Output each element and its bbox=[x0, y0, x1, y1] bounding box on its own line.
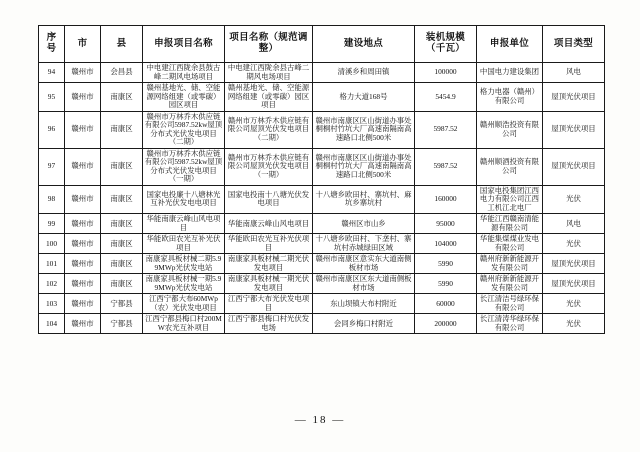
cell-capacity: 5987.52 bbox=[415, 148, 477, 185]
cell-declaring-unit: 赣州府新新能源开发有限公司 bbox=[477, 274, 543, 294]
cell-capacity: 200000 bbox=[415, 314, 477, 334]
cell-project-type: 风电 bbox=[543, 214, 605, 234]
table-row bbox=[39, 185, 605, 214]
table-row bbox=[39, 274, 605, 294]
cell-city: 赣州市 bbox=[65, 314, 101, 334]
cell-capacity: 5987.52 bbox=[415, 111, 477, 148]
table-row bbox=[39, 314, 605, 334]
cell-construction-site: 清溪乡和周田镇 bbox=[313, 63, 415, 83]
cell-construction-site: 赣州市南康区区山街道办事处桐桐村竹坑大厂高速南隔南高速路口北侧500米 bbox=[313, 148, 415, 185]
cell-capacity: 60000 bbox=[415, 294, 477, 314]
header-county: 县 bbox=[101, 26, 143, 63]
cell-declaring-unit: 华能集煤煤业发电有限公司 bbox=[477, 234, 543, 254]
cell-city: 赣州市 bbox=[65, 111, 101, 148]
cell-serial-no: 94 bbox=[39, 63, 65, 83]
cell-declared-project-name: 国家电投廉十八塘林光互补光伏发电电项目 bbox=[143, 185, 225, 214]
header-construction-site: 建设地点 bbox=[313, 26, 415, 63]
cell-serial-no: 100 bbox=[39, 234, 65, 254]
cell-project-name-adjusted: 赣州市万林乔木供应链有限公司屋顶光伏发电项目（二期） bbox=[225, 111, 313, 148]
cell-project-name-adjusted: 南康家具板材械二期光伏发电项目 bbox=[225, 254, 313, 274]
table-row bbox=[39, 63, 605, 83]
table-row bbox=[39, 111, 605, 148]
page-number: — 18 — bbox=[294, 414, 346, 426]
header-capacity: 装机规模 （千瓦） bbox=[415, 26, 477, 63]
project-table-container bbox=[38, 25, 604, 334]
cell-declared-project-name: 南康家具板材械一期5.99MWp光伏发电站 bbox=[143, 274, 225, 294]
header-project-type: 项目类型 bbox=[543, 26, 605, 63]
cell-city: 赣州市 bbox=[65, 234, 101, 254]
cell-city: 赣州市 bbox=[65, 274, 101, 294]
cell-city: 赣州市 bbox=[65, 63, 101, 83]
cell-construction-site: 赣州市南康区区东大道南侧板材市场 bbox=[313, 274, 415, 294]
cell-city: 赣州市 bbox=[65, 214, 101, 234]
cell-capacity: 5990 bbox=[415, 254, 477, 274]
cell-declared-project-name: 赣州基地光、储、空能源网络组建（或零碳）园区项目 bbox=[143, 83, 225, 112]
cell-city: 赣州市 bbox=[65, 254, 101, 274]
header-declared-project-name: 申报项目名称 bbox=[143, 26, 225, 63]
cell-project-type: 屋顶光伏项目 bbox=[543, 111, 605, 148]
cell-declaring-unit: 长江清洁号绿环保有限公司 bbox=[477, 294, 543, 314]
cell-project-type: 屋顶光伏项目 bbox=[543, 254, 605, 274]
cell-serial-no: 95 bbox=[39, 83, 65, 112]
cell-serial-no: 97 bbox=[39, 148, 65, 185]
cell-county: 南康区 bbox=[101, 111, 143, 148]
cell-city: 赣州市 bbox=[65, 83, 101, 112]
cell-capacity: 5454.9 bbox=[415, 83, 477, 112]
header-project-name-adjusted: 项目名称（规范调整） bbox=[225, 26, 313, 63]
cell-serial-no: 98 bbox=[39, 185, 65, 214]
cell-construction-site: 赣州市南康区区山街道办事处桐桐村竹坑大厂高速南隔南高速路口北侧500米 bbox=[313, 111, 415, 148]
cell-declared-project-name: 华能南康云峰山风电项目 bbox=[143, 214, 225, 234]
cell-declaring-unit: 国家电投集团江西电力有限公司江西工机江北电厂 bbox=[477, 185, 543, 214]
cell-project-name-adjusted: 赣州市万林乔木供应链有限公司屋顶光伏发电项目（一期） bbox=[225, 148, 313, 185]
cell-project-type: 光伏 bbox=[543, 294, 605, 314]
cell-construction-site: 十八塘乡欧田村、寨坑村、麻坑乡寨坑村 bbox=[313, 185, 415, 214]
cell-serial-no: 96 bbox=[39, 111, 65, 148]
cell-city: 赣州市 bbox=[65, 185, 101, 214]
cell-project-type: 光伏 bbox=[543, 234, 605, 254]
cell-project-name-adjusted: 江西宁都县梅口村光伏发电场 bbox=[225, 314, 313, 334]
cell-declaring-unit: 格力电器（赣州）有限公司 bbox=[477, 83, 543, 112]
table-row bbox=[39, 254, 605, 274]
table-row bbox=[39, 214, 605, 234]
cell-project-name-adjusted: 华能南康云峰山风电项目 bbox=[225, 214, 313, 234]
cell-construction-site: 赣州市南康区意实东大道南侧板材市场 bbox=[313, 254, 415, 274]
cell-city: 赣州市 bbox=[65, 294, 101, 314]
cell-declaring-unit: 赣州顺酒投资有限公司 bbox=[477, 148, 543, 185]
cell-county: 宁都县 bbox=[101, 314, 143, 334]
cell-construction-site: 格力大道168号 bbox=[313, 83, 415, 112]
cell-project-type: 屋顶光伏项目 bbox=[543, 148, 605, 185]
cell-county: 南康区 bbox=[101, 234, 143, 254]
cell-county: 南康区 bbox=[101, 83, 143, 112]
cell-construction-site: 会同乡梅口村附近 bbox=[313, 314, 415, 334]
cell-project-type: 屋顶光伏项目 bbox=[543, 83, 605, 112]
cell-declared-project-name: 中电建江西陇余县鼓古峰二期风电场项目 bbox=[143, 63, 225, 83]
cell-declaring-unit: 赣州府新新能源开发有限公司 bbox=[477, 254, 543, 274]
cell-capacity: 95000 bbox=[415, 214, 477, 234]
cell-construction-site: 东山坝镇大布村附近 bbox=[313, 294, 415, 314]
cell-county: 南康区 bbox=[101, 214, 143, 234]
cell-declared-project-name: 南康家具板材械二期5.99MWp光伏发电站 bbox=[143, 254, 225, 274]
cell-capacity: 100000 bbox=[415, 63, 477, 83]
cell-declared-project-name: 华能欧田农光互补光伏项目 bbox=[143, 234, 225, 254]
cell-project-name-adjusted: 国家电投南十八塘光伏发电项目 bbox=[225, 185, 313, 214]
cell-city: 赣州市 bbox=[65, 148, 101, 185]
cell-county: 宁都县 bbox=[101, 294, 143, 314]
cell-declaring-unit: 中国电力建设集团 bbox=[477, 63, 543, 83]
cell-serial-no: 99 bbox=[39, 214, 65, 234]
cell-project-type: 屋顶光伏项目 bbox=[543, 274, 605, 294]
cell-serial-no: 101 bbox=[39, 254, 65, 274]
cell-capacity: 5990 bbox=[415, 274, 477, 294]
cell-capacity: 104000 bbox=[415, 234, 477, 254]
table-row bbox=[39, 83, 605, 112]
cell-project-type: 光伏 bbox=[543, 185, 605, 214]
header-declaring-unit: 申报单位 bbox=[477, 26, 543, 63]
cell-declared-project-name: 江西宁都大布60MWp（农）光伏发电项目 bbox=[143, 294, 225, 314]
table-row bbox=[39, 234, 605, 254]
cell-county: 会昌县 bbox=[101, 63, 143, 83]
cell-declared-project-name: 江西宁都县梅口村200MW农光互补项目 bbox=[143, 314, 225, 334]
cell-capacity: 160000 bbox=[415, 185, 477, 214]
cell-project-type: 风电 bbox=[543, 63, 605, 83]
table-body bbox=[39, 63, 605, 334]
cell-declaring-unit: 华能江西赣南清能源有限公司 bbox=[477, 214, 543, 234]
cell-declaring-unit: 长江清涛华绿环保有限公司 bbox=[477, 314, 543, 334]
cell-project-name-adjusted: 中电建江西陇余县古峰二期风电场项目 bbox=[225, 63, 313, 83]
cell-project-type: 光伏 bbox=[543, 314, 605, 334]
cell-project-name-adjusted: 江西宁都大布光伏发电项目 bbox=[225, 294, 313, 314]
cell-county: 南康区 bbox=[101, 148, 143, 185]
cell-project-name-adjusted: 华能欧田农光互补光伏项目 bbox=[225, 234, 313, 254]
table-row bbox=[39, 294, 605, 314]
cell-construction-site: 十八塘乡欧田村、下垄村、寨坑村赤城绿田区域 bbox=[313, 234, 415, 254]
header-serial-no: 序 号 bbox=[39, 26, 65, 63]
cell-declaring-unit: 赣州顺浩投资有限公司 bbox=[477, 111, 543, 148]
cell-county: 南康区 bbox=[101, 274, 143, 294]
cell-county: 南康区 bbox=[101, 185, 143, 214]
cell-serial-no: 104 bbox=[39, 314, 65, 334]
project-table bbox=[38, 25, 605, 334]
cell-project-name-adjusted: 南康家具板材械一期光伏发电项目 bbox=[225, 274, 313, 294]
cell-project-name-adjusted: 赣州基地光、储、空能源网络组建（或零碳）园区项目 bbox=[225, 83, 313, 112]
header-city: 市 bbox=[65, 26, 101, 63]
table-header-row bbox=[39, 26, 605, 63]
cell-county: 南康区 bbox=[101, 254, 143, 274]
cell-declared-project-name: 赣州市万林乔木供应链有限公司5987.52kw屋顶分布式光伏发电项目（一期） bbox=[143, 148, 225, 185]
cell-serial-no: 103 bbox=[39, 294, 65, 314]
cell-serial-no: 102 bbox=[39, 274, 65, 294]
cell-declared-project-name: 赣州市万林乔木供应链有限公司5987.52kw屋顶分布式光伏发电项目（二期） bbox=[143, 111, 225, 148]
table-row bbox=[39, 148, 605, 185]
cell-construction-site: 赣州区市山乡 bbox=[313, 214, 415, 234]
